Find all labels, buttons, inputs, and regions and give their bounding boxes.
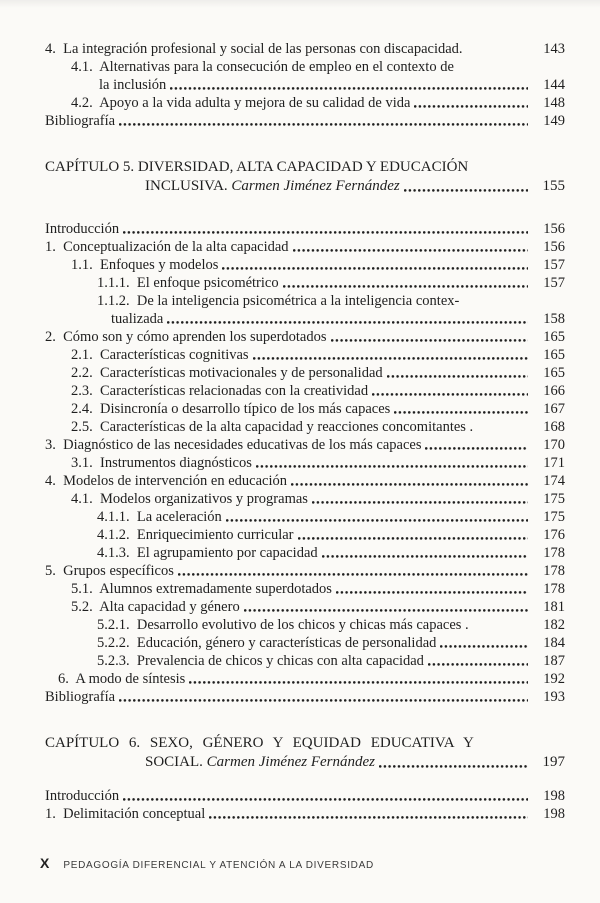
- page-footer: [40, 855, 374, 871]
- dot-leader-icon: [222, 266, 528, 271]
- toc-row: [45, 562, 565, 580]
- dot-leader-icon: [244, 608, 528, 613]
- toc-entry-text: 4.1. Alternativas para la consecución de empleo en el contexto de: [71, 59, 454, 75]
- toc-entry-text: Introducción: [45, 788, 120, 804]
- toc-row: [45, 787, 565, 805]
- toc-entry-text: 1.1.1. El enfoque psicométrico: [97, 275, 279, 291]
- toc-entry-text: 4.2. Apoyo a la vida adulta y mejora de su calidad de vida: [71, 95, 411, 111]
- toc-row: [45, 382, 565, 400]
- dot-leader-icon: [336, 590, 528, 595]
- toc-entry-text: 3. Diagnóstico de las necesidades educativas de los más capaces: [45, 437, 422, 453]
- toc-entry-text: 4.1. Modelos organizativos y programas: [71, 491, 308, 507]
- dot-leader-icon: [293, 248, 528, 253]
- dot-leader-icon: [473, 626, 528, 631]
- toc-page-number: 157: [543, 275, 565, 291]
- toc-page-number: 176: [543, 527, 565, 543]
- toc-row: [45, 112, 565, 130]
- dot-leader-icon: [256, 464, 528, 469]
- toc-row: [45, 616, 565, 634]
- toc-row: [45, 220, 565, 238]
- dot-leader-icon: [322, 554, 528, 559]
- toc-entry-text: 4.1.1. La aceleración: [97, 509, 222, 525]
- toc-page-number: 149: [543, 113, 565, 129]
- toc-page-number: 157: [543, 257, 565, 273]
- toc-entry-text: tualizada: [111, 311, 164, 327]
- toc-entry-text: la inclusión: [99, 77, 167, 93]
- dot-leader-icon: [298, 536, 529, 541]
- toc-page-number: 197: [542, 754, 565, 770]
- toc-page-number: 178: [543, 581, 565, 597]
- toc-row: [45, 805, 565, 823]
- toc-row: [45, 472, 565, 490]
- toc-page-number: 165: [543, 329, 565, 345]
- dot-leader-icon: [372, 392, 528, 397]
- dot-leader-icon: [458, 68, 528, 73]
- toc-row: [45, 158, 565, 177]
- toc-entry-text: 4. La integración profesional y social de las personas con discapacidad.: [45, 41, 463, 57]
- toc-page-number: 165: [543, 347, 565, 363]
- toc-row: [45, 688, 565, 706]
- dot-leader-icon: [283, 284, 528, 289]
- dot-leader-icon: [123, 230, 528, 235]
- dot-leader-icon: [394, 410, 528, 415]
- toc-author: Carmen Jiménez Fernández: [206, 754, 375, 770]
- toc-page-number: 198: [543, 806, 565, 822]
- toc-page-number: 174: [543, 473, 565, 489]
- toc-row: [45, 734, 565, 753]
- toc-row: [45, 274, 565, 292]
- toc-page-number: 170: [543, 437, 565, 453]
- toc-entry-text: 1. Delimitación conceptual: [45, 806, 206, 822]
- dot-leader-icon: [119, 122, 528, 127]
- toc-page-number: 175: [543, 491, 565, 507]
- dot-leader-icon: [226, 518, 528, 523]
- toc-row: [45, 598, 565, 616]
- dot-leader-icon: [428, 662, 528, 667]
- toc-row: [45, 753, 565, 772]
- toc-entry-text: 5.2.1. Desarrollo evolutivo de los chicos y chicas más capaces .: [97, 617, 469, 633]
- toc-entry-text: 1.1. Enfoques y modelos: [71, 257, 219, 273]
- dot-leader-icon: [119, 698, 528, 703]
- toc-row: [45, 292, 565, 310]
- toc-row: [45, 346, 565, 364]
- dot-leader-icon: [312, 500, 528, 505]
- toc-page-number: 167: [543, 401, 565, 417]
- toc-row: [45, 238, 565, 256]
- dot-leader-icon: [477, 428, 528, 433]
- toc-entry-text: 4. Modelos de intervención en educación: [45, 473, 287, 489]
- dot-leader-icon: [189, 680, 528, 685]
- toc-entry-text: CAPÍTULO 6. SEXO, GÉNERO Y EQUIDAD EDUCATIVA Y: [45, 735, 474, 751]
- toc-page-number: 178: [543, 563, 565, 579]
- toc-entry-text: CAPÍTULO 5. DIVERSIDAD, ALTA CAPACIDAD Y EDUCACIÓN: [45, 159, 469, 175]
- toc-page-number: 198: [543, 788, 565, 804]
- toc-row: [45, 652, 565, 670]
- toc-entry-text: 6. A modo de síntesis: [58, 671, 186, 687]
- toc-row: [45, 544, 565, 562]
- toc-page-number: 165: [543, 365, 565, 381]
- toc-row: [45, 508, 565, 526]
- dot-leader-icon: [209, 815, 528, 820]
- toc-row: [45, 634, 565, 652]
- toc-row: [45, 454, 565, 472]
- dot-leader-icon: [425, 446, 528, 451]
- toc-row: [45, 490, 565, 508]
- toc-page-number: 158: [543, 311, 565, 327]
- toc-row: [45, 40, 565, 58]
- toc-entry-text: SOCIAL.: [145, 754, 207, 770]
- toc-entry-text: 3.1. Instrumentos diagnósticos: [71, 455, 252, 471]
- toc-entry-text: 2. Cómo son y cómo aprenden los superdotados: [45, 329, 327, 345]
- toc-page-number: 184: [543, 635, 565, 651]
- toc-page-number: 168: [543, 419, 565, 435]
- toc-row: [45, 76, 565, 94]
- dot-leader-icon: [253, 356, 528, 361]
- toc-page-number: 182: [543, 617, 565, 633]
- dot-leader-icon: [404, 188, 528, 193]
- dot-leader-icon: [178, 572, 528, 577]
- toc-page-number: 175: [543, 509, 565, 525]
- toc-entry-text: 5.2.2. Educación, género y características de personalidad: [97, 635, 437, 651]
- toc-entry-text: 2.3. Características relacionadas con la creatividad: [71, 383, 369, 399]
- toc-row: [45, 364, 565, 382]
- toc-entry-text: 2.2. Características motivacionales y de personalidad: [71, 365, 383, 381]
- toc-row: [45, 328, 565, 346]
- toc-page-number: 148: [543, 95, 565, 111]
- dot-leader-icon: [291, 482, 528, 487]
- toc-row: [45, 418, 565, 436]
- dot-leader-icon: [167, 320, 528, 325]
- toc-page-number: 166: [543, 383, 565, 399]
- toc-author: Carmen Jiménez Fernández: [231, 178, 400, 194]
- toc-page-number: 156: [543, 221, 565, 237]
- dot-leader-icon: [387, 374, 528, 379]
- toc-page-number: 192: [543, 671, 565, 687]
- toc-page-number: 171: [543, 455, 565, 471]
- toc-entry-text: 4.1.2. Enriquecimiento curricular: [97, 527, 294, 543]
- toc-page-number: 193: [543, 689, 565, 705]
- dot-leader-icon: [170, 86, 528, 91]
- toc-entry-text: 2.4. Disincronía o desarrollo típico de los más capaces: [71, 401, 391, 417]
- toc-entry-text: 2.5. Características de la alta capacidad y reacciones concomitantes .: [71, 419, 474, 435]
- dot-leader-icon: [123, 797, 528, 802]
- toc-row: [45, 670, 565, 688]
- toc-entry-text: 5.1. Alumnos extremadamente superdotados: [71, 581, 332, 597]
- toc-row: [45, 310, 565, 328]
- toc-page-number: 178: [543, 545, 565, 561]
- toc-page-number: 187: [543, 653, 565, 669]
- toc-entry-text: 4.1.3. El agrupamiento por capacidad: [97, 545, 318, 561]
- toc-entry-text: 1. Conceptualización de la alta capacidad: [45, 239, 289, 255]
- dot-leader-icon: [379, 764, 528, 769]
- toc-row: [45, 256, 565, 274]
- toc-entry-text: 1.1.2. De la inteligencia psicométrica a la inteligencia contex-: [97, 293, 460, 309]
- dot-leader-icon: [472, 169, 528, 174]
- dot-leader-icon: [478, 745, 528, 750]
- toc-entry-text: 5.2.3. Prevalencia de chicos y chicas con alta capacidad: [97, 653, 424, 669]
- footer-running-title: PEDAGOGÍA DIFERENCIAL Y ATENCIÓN A LA DIVERSIDAD: [63, 860, 374, 871]
- toc-row: [45, 526, 565, 544]
- dot-leader-icon: [467, 50, 528, 55]
- toc-entry-text: 5. Grupos específicos: [45, 563, 174, 579]
- toc-entry-text: INCLUSIVA.: [145, 178, 232, 194]
- toc-row: [45, 58, 565, 76]
- toc-entry-text: 2.1. Características cognitivas: [71, 347, 249, 363]
- toc-row: [45, 580, 565, 598]
- dot-leader-icon: [331, 338, 528, 343]
- toc-entry-text: Bibliografía: [45, 689, 116, 705]
- toc-list: [45, 40, 565, 823]
- toc-row: [45, 177, 565, 196]
- dot-leader-icon: [440, 644, 528, 649]
- dot-leader-icon: [463, 302, 528, 307]
- toc-entry-text: 5.2. Alta capacidad y género: [71, 599, 240, 615]
- toc-entry-text: Introducción: [45, 221, 120, 237]
- toc-row: [45, 436, 565, 454]
- dot-leader-icon: [414, 104, 528, 109]
- toc-row: [45, 400, 565, 418]
- toc-page-number: 144: [543, 77, 565, 93]
- toc-entry-text: Bibliografía: [45, 113, 116, 129]
- footer-page-number: X: [40, 855, 50, 871]
- toc-row: [45, 94, 565, 112]
- toc-page-number: 156: [543, 239, 565, 255]
- toc-page-number: 155: [542, 178, 565, 194]
- toc-page-number: 181: [543, 599, 565, 615]
- toc-page-number: 143: [543, 41, 565, 57]
